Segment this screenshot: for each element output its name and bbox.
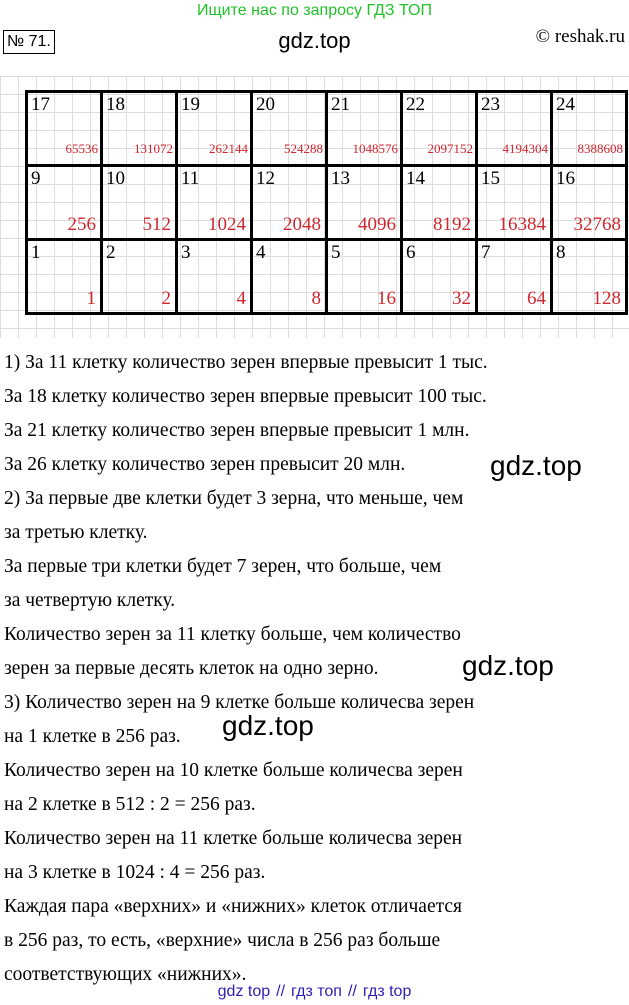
cell-number: 2 [106, 242, 116, 263]
cell-grain-count: 1024 [208, 214, 246, 235]
board-row [27, 240, 627, 314]
cell-grain-count: 262144 [209, 141, 248, 156]
footer-separator: // [347, 983, 357, 1000]
board-row [27, 166, 627, 240]
board-cell [402, 92, 477, 166]
cell-grain-count: 8192 [433, 214, 471, 235]
cell-number: 7 [481, 242, 491, 263]
cell-number: 11 [181, 168, 200, 189]
cell-grain-count: 1 [86, 288, 96, 309]
cell-grain-count: 64 [527, 288, 546, 309]
cell-grain-count: 256 [67, 214, 96, 235]
cell-number: 24 [556, 94, 575, 115]
cell-grain-count: 128 [592, 288, 621, 309]
board-cell [27, 166, 102, 240]
cell-number: 22 [406, 94, 425, 115]
board-cell [102, 92, 177, 166]
watermark: gdz.top [222, 710, 314, 741]
cell-number: 1 [31, 242, 41, 263]
text-line: на 1 клетке в 256 раз. [4, 726, 181, 747]
cell-number: 21 [331, 94, 350, 115]
watermark: gdz.top [490, 450, 582, 481]
cell-grain-count: 2 [161, 288, 171, 309]
cell-grain-count: 4194304 [502, 141, 548, 156]
cell-number: 5 [331, 242, 341, 263]
text-line: в 256 раз, то есть, «верхние» числа в 256 раз больше [4, 930, 441, 951]
board-cell [402, 240, 477, 314]
board-cell [552, 166, 627, 240]
board-cell [402, 166, 477, 240]
cell-grain-count: 65536 [65, 141, 98, 156]
text-line: Количество зерен на 10 клетке больше количесва зерен [4, 760, 463, 781]
cell-number: 20 [256, 94, 275, 115]
cell-number: 14 [406, 168, 425, 189]
footer-link[interactable]: гдз top [362, 983, 412, 1000]
text-line: Количество зерен за 11 клетку больше, чем количество [4, 624, 461, 645]
text-line: За 26 клетку количество зерен превысит 20 млн. [4, 454, 406, 475]
copyright-text: © reshak.ru [535, 26, 625, 47]
board-cell [327, 166, 402, 240]
cell-number: 8 [556, 242, 566, 263]
cell-grain-count: 4096 [358, 214, 396, 235]
cell-number: 9 [31, 168, 41, 189]
cell-grain-count: 16 [377, 288, 396, 309]
text-line: 3) Количество зерен на 9 клетке больше количесва зерен [4, 692, 475, 713]
cell-grain-count: 8 [311, 288, 321, 309]
promo-banner[interactable]: Ищите нас по запросу ГДЗ ТОП [197, 2, 432, 19]
board-cell [252, 240, 327, 314]
text-line: За 18 клетку количество зерен впервые превысит 100 тыс. [4, 386, 487, 407]
text-line: соответствующих «нижних». [4, 964, 247, 985]
text-line: 2) За первые две клетки будет 3 зерна, что меньше, чем [4, 488, 464, 509]
board-cell [327, 92, 402, 166]
board-cell [177, 240, 252, 314]
board-cell [252, 92, 327, 166]
board-cell [177, 92, 252, 166]
cell-grain-count: 512 [142, 214, 171, 235]
cell-number: 18 [106, 94, 125, 115]
board-cell [27, 92, 102, 166]
footer-separator: // [276, 983, 286, 1000]
cell-number: 16 [556, 168, 575, 189]
grid-paper-figure [0, 76, 629, 338]
board-cell [477, 166, 552, 240]
board-cell [327, 240, 402, 314]
board-cell [102, 240, 177, 314]
cell-grain-count: 4 [236, 288, 246, 309]
board-cell [477, 240, 552, 314]
cell-grain-count: 1048576 [352, 141, 398, 156]
cell-number: 19 [181, 94, 200, 115]
board-cell [477, 92, 552, 166]
cell-number: 10 [106, 168, 125, 189]
cell-grain-count: 524288 [284, 141, 323, 156]
text-line: на 3 клетке в 1024 : 4 = 256 раз. [4, 862, 266, 883]
footer-links [0, 983, 629, 1001]
cell-grain-count: 131072 [134, 141, 173, 156]
board-row [27, 92, 627, 166]
cell-grain-count: 8388608 [577, 141, 623, 156]
cell-number: 13 [331, 168, 350, 189]
cell-grain-count: 2097152 [427, 141, 473, 156]
cell-number: 6 [406, 242, 416, 263]
cell-grain-count: 16384 [498, 214, 546, 235]
cell-grain-count: 32768 [573, 214, 621, 235]
text-line: За первые три клетки будет 7 зерен, что больше, чем [4, 556, 442, 577]
cell-number: 15 [481, 168, 500, 189]
text-line: зерен за первые десять клеток на одно зерно. [4, 658, 379, 679]
text-line: за третью клетку. [4, 522, 148, 543]
board-cell [552, 92, 627, 166]
watermark: gdz.top [462, 650, 554, 681]
text-line: За 21 клетку количество зерен впервые превысит 1 млн. [4, 420, 470, 441]
cell-number: 17 [31, 94, 50, 115]
text-line: Каждая пара «верхних» и «нижних» клеток отличается [4, 896, 462, 917]
board-cell [27, 240, 102, 314]
chessboard-table [25, 90, 628, 315]
cell-number: 12 [256, 168, 275, 189]
cell-number: 23 [481, 94, 500, 115]
footer-link[interactable]: gdz top [217, 983, 271, 1000]
cell-grain-count: 2048 [283, 214, 321, 235]
text-line: Количество зерен на 11 клетке больше количесва зерен [4, 828, 463, 849]
footer-link[interactable]: гдз топ [291, 983, 342, 1000]
task-number-badge: № 71. [3, 30, 55, 54]
board-cell [552, 240, 627, 314]
site-title: gdz.top [278, 28, 351, 53]
cell-number: 4 [256, 242, 266, 263]
board-cell [177, 166, 252, 240]
cell-number: 3 [181, 242, 191, 263]
text-line: 1) За 11 клетку количество зерен впервые превысит 1 тыс. [4, 352, 488, 373]
text-line: за четвертую клетку. [4, 590, 176, 611]
board-cell [252, 166, 327, 240]
cell-grain-count: 32 [452, 288, 471, 309]
text-line: на 2 клетке в 512 : 2 = 256 раз. [4, 794, 256, 815]
board-cell [102, 166, 177, 240]
